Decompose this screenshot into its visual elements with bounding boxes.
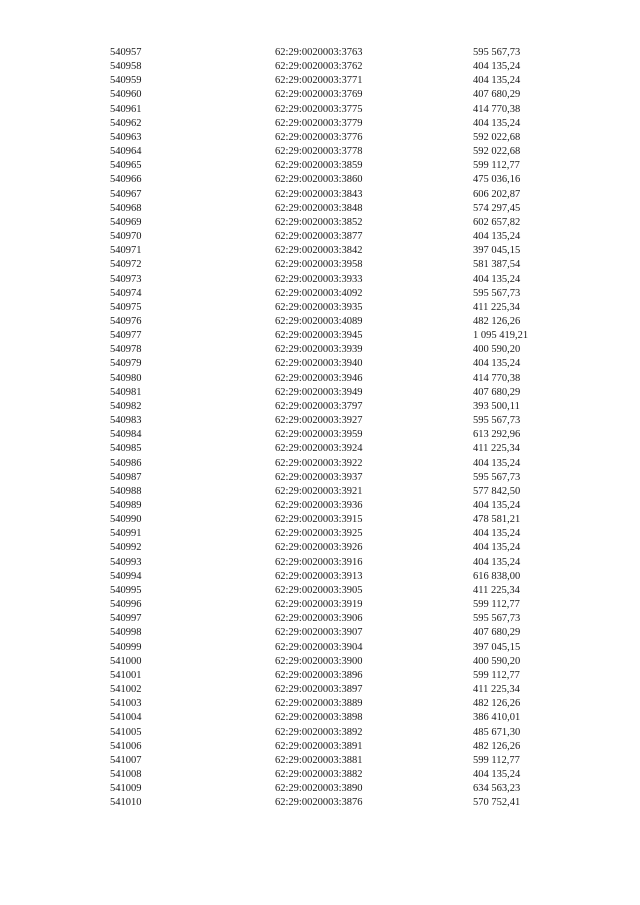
cadastral-number-cell: 62:29:0020003:3958 xyxy=(275,259,363,271)
row-number-cell: 540974 xyxy=(110,287,142,299)
cadastral-number-cell: 62:29:0020003:3905 xyxy=(275,584,363,596)
cadastral-number-cell: 62:29:0020003:3922 xyxy=(275,457,363,469)
row-number-cell: 540986 xyxy=(110,457,142,469)
table-row xyxy=(110,216,580,230)
table-row xyxy=(110,598,580,612)
row-number-cell: 540988 xyxy=(110,485,142,497)
cadastral-value-cell: 482 126,26 xyxy=(473,698,521,710)
cadastral-number-cell: 62:29:0020003:3775 xyxy=(275,103,363,115)
table-row xyxy=(110,669,580,683)
cadastral-number-cell: 62:29:0020003:3945 xyxy=(275,330,363,342)
row-number-cell: 540972 xyxy=(110,259,142,271)
table-row xyxy=(110,641,580,655)
table-row xyxy=(110,145,580,159)
table-row xyxy=(110,711,580,725)
cadastral-number-cell: 62:29:0020003:3859 xyxy=(275,160,363,172)
row-number-cell: 540990 xyxy=(110,514,142,526)
row-number-cell: 540962 xyxy=(110,117,142,129)
table-row xyxy=(110,343,580,357)
cadastral-value-cell: 599 112,77 xyxy=(473,599,520,611)
cadastral-number-cell: 62:29:0020003:3936 xyxy=(275,500,363,511)
cadastral-number-cell: 62:29:0020003:3892 xyxy=(275,726,363,738)
row-number-cell: 540992 xyxy=(110,542,142,554)
cadastral-number-cell: 62:29:0020003:3848 xyxy=(275,202,363,214)
cadastral-value-cell: 404 135,24 xyxy=(473,358,521,370)
row-number-cell: 540969 xyxy=(110,216,142,228)
cadastral-number-cell: 62:29:0020003:3842 xyxy=(275,245,363,257)
row-number-cell: 540976 xyxy=(110,315,142,327)
cadastral-number-cell: 62:29:0020003:3891 xyxy=(275,740,363,752)
cadastral-number-cell: 62:29:0020003:3889 xyxy=(275,698,363,710)
row-number-cell: 540982 xyxy=(110,400,142,412)
table-row xyxy=(110,258,580,272)
row-number-cell: 541001 xyxy=(110,669,142,681)
cadastral-number-cell: 62:29:0020003:3860 xyxy=(275,174,363,186)
table-row xyxy=(110,74,580,88)
cadastral-number-cell: 62:29:0020003:3876 xyxy=(275,797,363,809)
cadastral-number-cell: 62:29:0020003:3771 xyxy=(275,75,363,87)
cadastral-value-cell: 595 567,73 xyxy=(473,613,521,625)
cadastral-value-cell: 404 135,24 xyxy=(473,768,521,780)
row-number-cell: 541007 xyxy=(110,754,142,766)
cadastral-value-cell: 595 567,73 xyxy=(473,47,521,58)
cadastral-number-cell: 62:29:0020003:3763 xyxy=(275,47,363,58)
row-number-cell: 540978 xyxy=(110,344,142,356)
table-row xyxy=(110,513,580,527)
table-row xyxy=(110,768,580,782)
cadastral-value-cell: 404 135,24 xyxy=(473,231,521,243)
row-number-cell: 541000 xyxy=(110,655,142,667)
row-number-cell: 540965 xyxy=(110,160,142,172)
cadastral-number-cell: 62:29:0020003:3904 xyxy=(275,641,363,653)
cadastral-value-cell: 414 770,38 xyxy=(473,372,521,384)
row-number-cell: 541004 xyxy=(110,712,142,724)
table-row xyxy=(110,273,580,287)
table-row xyxy=(110,131,580,145)
cadastral-value-cell: 599 112,77 xyxy=(473,160,520,172)
cadastral-value-cell: 592 022,68 xyxy=(473,131,521,143)
cadastral-value-cell: 411 225,34 xyxy=(473,584,520,596)
cadastral-number-cell: 62:29:0020003:3769 xyxy=(275,89,363,101)
table-row xyxy=(110,726,580,740)
table-row xyxy=(110,60,580,74)
cadastral-number-cell: 62:29:0020003:3843 xyxy=(275,188,363,200)
cadastral-number-cell: 62:29:0020003:3949 xyxy=(275,386,363,398)
row-number-cell: 540987 xyxy=(110,471,142,483)
cadastral-value-cell: 574 297,45 xyxy=(473,202,521,214)
table-row xyxy=(110,740,580,754)
cadastral-value-cell: 411 225,34 xyxy=(473,684,520,696)
cadastral-number-cell: 62:29:0020003:3919 xyxy=(275,599,363,611)
row-number-cell: 540989 xyxy=(110,500,142,511)
table-row xyxy=(110,527,580,541)
cadastral-number-cell: 62:29:0020003:3890 xyxy=(275,783,363,795)
cadastral-number-cell: 62:29:0020003:3937 xyxy=(275,471,363,483)
cadastral-number-cell: 62:29:0020003:3778 xyxy=(275,146,363,158)
cadastral-value-cell: 404 135,24 xyxy=(473,500,521,511)
table-row xyxy=(110,414,580,428)
cadastral-number-cell: 62:29:0020003:3898 xyxy=(275,712,363,724)
table-row xyxy=(110,485,580,499)
cadastral-value-cell: 404 135,24 xyxy=(473,542,521,554)
table-row xyxy=(110,315,580,329)
cadastral-number-cell: 62:29:0020003:3881 xyxy=(275,754,363,766)
cadastral-number-cell: 62:29:0020003:3916 xyxy=(275,556,363,568)
row-number-cell: 540996 xyxy=(110,599,142,611)
cadastral-value-cell: 570 752,41 xyxy=(473,797,521,809)
cadastral-number-cell: 62:29:0020003:3924 xyxy=(275,443,363,455)
row-number-cell: 540998 xyxy=(110,627,142,639)
cadastral-number-cell: 62:29:0020003:3913 xyxy=(275,570,363,582)
table-row xyxy=(110,188,580,202)
cadastral-value-cell: 475 036,16 xyxy=(473,174,521,186)
cadastral-value-cell: 613 292,96 xyxy=(473,429,521,441)
cadastral-number-cell: 62:29:0020003:3959 xyxy=(275,429,363,441)
table-row xyxy=(110,230,580,244)
table-row xyxy=(110,782,580,796)
cadastral-value-cell: 595 567,73 xyxy=(473,415,521,427)
table-row xyxy=(110,442,580,456)
row-number-cell: 541003 xyxy=(110,698,142,710)
table-row xyxy=(110,287,580,301)
cadastral-value-cell: 414 770,38 xyxy=(473,103,521,115)
cadastral-value-cell: 404 135,24 xyxy=(473,117,521,129)
row-number-cell: 540995 xyxy=(110,584,142,596)
row-number-cell: 540997 xyxy=(110,613,142,625)
cadastral-value-cell: 485 671,30 xyxy=(473,726,521,738)
cadastral-value-cell: 482 126,26 xyxy=(473,315,521,327)
table-row xyxy=(110,301,580,315)
cadastral-number-cell: 62:29:0020003:3900 xyxy=(275,655,363,667)
table-row xyxy=(110,117,580,131)
table-row xyxy=(110,202,580,216)
cadastral-value-cell: 407 680,29 xyxy=(473,89,521,101)
cadastral-number-cell: 62:29:0020003:3896 xyxy=(275,669,363,681)
cadastral-number-cell: 62:29:0020003:3797 xyxy=(275,400,363,412)
cadastral-value-cell: 411 225,34 xyxy=(473,301,520,313)
table-row xyxy=(110,372,580,386)
table-row xyxy=(110,88,580,102)
cadastral-value-cell: 404 135,24 xyxy=(473,273,521,285)
cadastral-value-cell: 616 838,00 xyxy=(473,570,521,582)
row-number-cell: 540967 xyxy=(110,188,142,200)
row-number-cell: 540981 xyxy=(110,386,142,398)
row-number-cell: 540968 xyxy=(110,202,142,214)
cadastral-number-cell: 62:29:0020003:3852 xyxy=(275,216,363,228)
table-row xyxy=(110,400,580,414)
row-number-cell: 540959 xyxy=(110,75,142,87)
row-number-cell: 540957 xyxy=(110,47,142,58)
table-row xyxy=(110,612,580,626)
cadastral-number-cell: 62:29:0020003:3939 xyxy=(275,344,363,356)
table-row xyxy=(110,471,580,485)
row-number-cell: 540977 xyxy=(110,330,142,342)
table-row xyxy=(110,329,580,343)
cadastral-number-cell: 62:29:0020003:3926 xyxy=(275,542,363,554)
row-number-cell: 541006 xyxy=(110,740,142,752)
row-number-cell: 541005 xyxy=(110,726,142,738)
table-row xyxy=(110,796,580,810)
cadastral-number-cell: 62:29:0020003:3927 xyxy=(275,415,363,427)
row-number-cell: 540993 xyxy=(110,556,142,568)
table-row xyxy=(110,244,580,258)
cadastral-number-cell: 62:29:0020003:3906 xyxy=(275,613,363,625)
cadastral-value-cell: 393 500,11 xyxy=(473,400,520,412)
table-row xyxy=(110,584,580,598)
cadastral-number-cell: 62:29:0020003:3779 xyxy=(275,117,363,129)
cadastral-value-cell: 397 045,15 xyxy=(473,245,521,257)
cadastral-number-cell: 62:29:0020003:3933 xyxy=(275,273,363,285)
cadastral-number-cell: 62:29:0020003:3877 xyxy=(275,231,363,243)
row-number-cell: 540991 xyxy=(110,528,142,540)
table-row xyxy=(110,541,580,555)
row-number-cell: 540958 xyxy=(110,61,142,73)
cadastral-number-cell: 62:29:0020003:3762 xyxy=(275,61,363,73)
cadastral-number-cell: 62:29:0020003:3915 xyxy=(275,514,363,526)
cadastral-number-cell: 62:29:0020003:4089 xyxy=(275,315,363,327)
row-number-cell: 540964 xyxy=(110,146,142,158)
table-row xyxy=(110,386,580,400)
cadastral-value-cell: 386 410,01 xyxy=(473,712,521,724)
cadastral-value-cell: 592 022,68 xyxy=(473,146,521,158)
cadastral-number-cell: 62:29:0020003:3921 xyxy=(275,485,363,497)
table-row xyxy=(110,357,580,371)
cadastral-value-cell: 1 095 419,21 xyxy=(473,330,529,342)
row-number-cell: 540980 xyxy=(110,372,142,384)
table-row xyxy=(110,46,580,60)
cadastral-value-cell: 407 680,29 xyxy=(473,627,521,639)
table-row xyxy=(110,697,580,711)
cadastral-value-cell: 404 135,24 xyxy=(473,457,521,469)
table-row xyxy=(110,103,580,117)
cadastral-number-cell: 62:29:0020003:3907 xyxy=(275,627,363,639)
cadastral-value-cell: 602 657,82 xyxy=(473,216,521,228)
cadastral-number-cell: 62:29:0020003:3935 xyxy=(275,301,363,313)
cadastral-number-cell: 62:29:0020003:3776 xyxy=(275,131,363,143)
cadastral-value-cell: 407 680,29 xyxy=(473,386,521,398)
cadastral-value-cell: 478 581,21 xyxy=(473,514,521,526)
cadastral-value-cell: 400 590,20 xyxy=(473,655,521,667)
cadastral-number-cell: 62:29:0020003:3940 xyxy=(275,358,363,370)
cadastral-number-cell: 62:29:0020003:4092 xyxy=(275,287,363,299)
table-row xyxy=(110,655,580,669)
row-number-cell: 540973 xyxy=(110,273,142,285)
cadastral-value-cell: 577 842,50 xyxy=(473,485,521,497)
cadastral-value-cell: 482 126,26 xyxy=(473,740,521,752)
table-row xyxy=(110,173,580,187)
row-number-cell: 540971 xyxy=(110,245,142,257)
row-number-cell: 540963 xyxy=(110,131,142,143)
table-row xyxy=(110,499,580,513)
row-number-cell: 540999 xyxy=(110,641,142,653)
cadastral-number-cell: 62:29:0020003:3925 xyxy=(275,528,363,540)
row-number-cell: 540994 xyxy=(110,570,142,582)
cadastral-value-cell: 404 135,24 xyxy=(473,75,521,87)
table-row xyxy=(110,159,580,173)
row-number-cell: 541008 xyxy=(110,768,142,780)
table-row xyxy=(110,754,580,768)
cadastral-value-cell: 606 202,87 xyxy=(473,188,521,200)
cadastral-number-cell: 62:29:0020003:3897 xyxy=(275,684,363,696)
cadastral-value-table xyxy=(110,46,580,810)
row-number-cell: 541002 xyxy=(110,684,142,696)
table-row xyxy=(110,457,580,471)
row-number-cell: 540983 xyxy=(110,415,142,427)
cadastral-value-cell: 595 567,73 xyxy=(473,471,521,483)
cadastral-value-cell: 599 112,77 xyxy=(473,669,520,681)
row-number-cell: 540961 xyxy=(110,103,142,115)
table-row xyxy=(110,570,580,584)
row-number-cell: 541009 xyxy=(110,783,142,795)
cadastral-value-cell: 599 112,77 xyxy=(473,754,520,766)
row-number-cell: 541010 xyxy=(110,797,142,809)
row-number-cell: 540984 xyxy=(110,429,142,441)
row-number-cell: 540979 xyxy=(110,358,142,370)
cadastral-value-cell: 634 563,23 xyxy=(473,783,521,795)
cadastral-number-cell: 62:29:0020003:3946 xyxy=(275,372,363,384)
cadastral-value-cell: 595 567,73 xyxy=(473,287,521,299)
row-number-cell: 540975 xyxy=(110,301,142,313)
table-row xyxy=(110,556,580,570)
table-row xyxy=(110,428,580,442)
cadastral-value-cell: 404 135,24 xyxy=(473,528,521,540)
cadastral-value-cell: 404 135,24 xyxy=(473,61,521,73)
row-number-cell: 540970 xyxy=(110,231,142,243)
row-number-cell: 540960 xyxy=(110,89,142,101)
cadastral-value-cell: 404 135,24 xyxy=(473,556,521,568)
cadastral-number-cell: 62:29:0020003:3882 xyxy=(275,768,363,780)
cadastral-value-cell: 411 225,34 xyxy=(473,443,520,455)
cadastral-value-cell: 400 590,20 xyxy=(473,344,521,356)
table-row xyxy=(110,626,580,640)
row-number-cell: 540966 xyxy=(110,174,142,186)
cadastral-value-cell: 397 045,15 xyxy=(473,641,521,653)
table-row xyxy=(110,683,580,697)
row-number-cell: 540985 xyxy=(110,443,142,455)
cadastral-value-cell: 581 387,54 xyxy=(473,259,521,271)
